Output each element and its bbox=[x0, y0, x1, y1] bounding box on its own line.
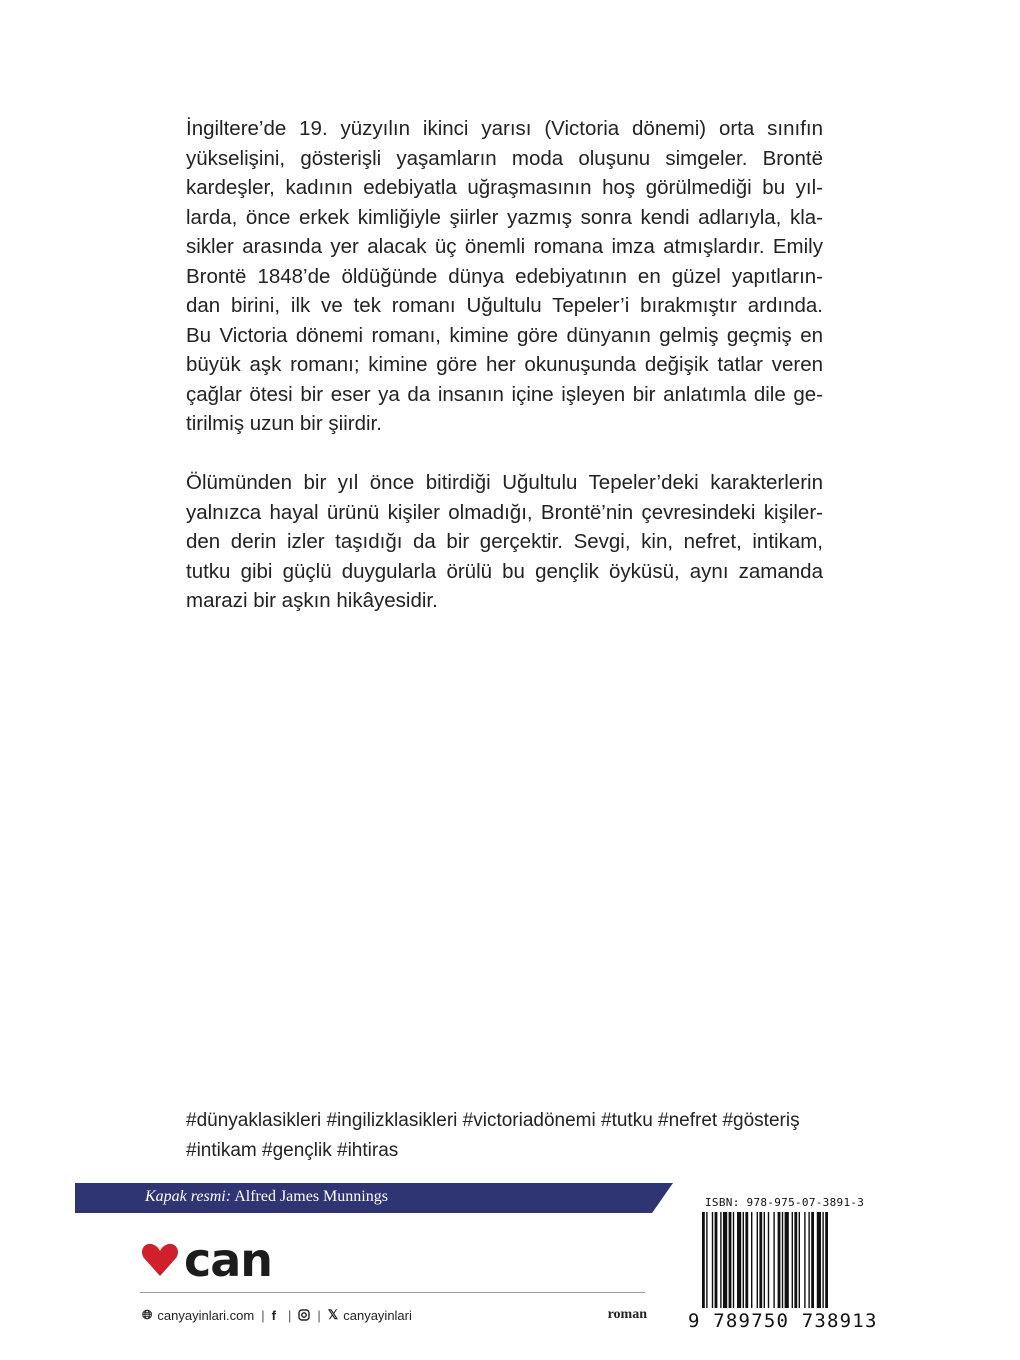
barcode-digits: 9 789750 738913 bbox=[688, 1310, 878, 1332]
barcode-bar bbox=[778, 1212, 781, 1308]
barcode-bar bbox=[794, 1212, 797, 1308]
blurb-line: Bu Victoria dönemi romanı, kimine göre dünyanın gelmiş geçmiş en bbox=[186, 323, 823, 347]
blurb-line: büyük aşk romanı; kimine göre her okunuşunda değişik tatlar veren bbox=[186, 353, 823, 376]
website-link[interactable]: canyayinlari.com bbox=[157, 1307, 255, 1323]
footer-divider bbox=[140, 1292, 645, 1293]
barcode-bar bbox=[773, 1212, 774, 1308]
x-icon[interactable]: 𝕏 bbox=[327, 1307, 339, 1322]
globe-icon: 🌐︎ bbox=[142, 1307, 153, 1322]
social-handle[interactable]: canyayinlari bbox=[343, 1307, 412, 1323]
barcode-bar bbox=[751, 1212, 752, 1308]
barcode-bar bbox=[804, 1212, 805, 1308]
blurb-line: Ölümünden bir yıl önce bitirdiği Uğultulu Tepeler’deki karakterlerin bbox=[186, 471, 823, 494]
barcode-bar bbox=[712, 1212, 713, 1308]
barcode-bar bbox=[808, 1212, 809, 1308]
divider: | bbox=[317, 1307, 321, 1323]
barcode-bar bbox=[811, 1212, 814, 1308]
barcode-bar bbox=[729, 1212, 732, 1308]
barcode bbox=[700, 1212, 872, 1312]
barcode-bar bbox=[768, 1212, 769, 1308]
blurb-paragraph-1 bbox=[186, 114, 823, 439]
barcode-bar bbox=[825, 1212, 828, 1308]
barcode-bar bbox=[743, 1212, 744, 1308]
blurb-line: tirilmiş uzun bir şiirdir. bbox=[186, 412, 382, 435]
logo-wordmark: can bbox=[184, 1233, 273, 1287]
facebook-icon[interactable]: f bbox=[271, 1307, 276, 1323]
barcode-bar bbox=[745, 1212, 748, 1308]
barcode-bar bbox=[702, 1212, 705, 1308]
isbn-label: ISBN: 978-975-07-3891-3 bbox=[705, 1196, 865, 1209]
heart-icon bbox=[140, 1240, 180, 1280]
hashtags-line-2: #intikam #gençlik #ihtiras bbox=[186, 1139, 399, 1161]
back-cover-blurb bbox=[186, 114, 823, 645]
blurb-line: yalnızca hayal ürünü kişiler olmadığı, Brontë’nin çevresindeki kişiler- bbox=[186, 500, 823, 524]
barcode-bar bbox=[757, 1212, 758, 1308]
blurb-line: larda, önce erkek kimliğiyle şiirler yazmış sonra kendi adlarıyla, kla- bbox=[186, 205, 823, 229]
barcode-bar bbox=[706, 1212, 707, 1308]
publisher-logo bbox=[140, 1233, 273, 1287]
divider: | bbox=[261, 1307, 265, 1323]
instagram-icon[interactable] bbox=[298, 1309, 310, 1321]
barcode-bar bbox=[764, 1212, 765, 1308]
category-label: roman bbox=[607, 1307, 647, 1322]
blurb-line: Brontë 1848’de öldüğünde dünya edebiyatının en güzel yapıtların- bbox=[186, 264, 823, 288]
divider: | bbox=[287, 1307, 292, 1323]
barcode-bar bbox=[733, 1212, 734, 1308]
cover-credit bbox=[145, 1188, 388, 1206]
barcode-bar bbox=[723, 1212, 727, 1308]
barcode-bar bbox=[720, 1212, 721, 1308]
barcode-bar bbox=[715, 1212, 718, 1308]
publisher-footer bbox=[142, 1305, 647, 1325]
blurb-line: çağlar ötesi bir eser ya da insanın içine işleyen bir anlatımla dile ge- bbox=[186, 382, 823, 406]
blurb-line: dan birini, ilk ve tek romanı Uğultulu Tepeler’i bırakmıştır ardında. bbox=[186, 294, 823, 317]
barcode-bar bbox=[785, 1212, 789, 1308]
blurb-line: marazi bir aşkın hikâyesidir. bbox=[186, 589, 438, 612]
cover-credit-name: Alfred James Munnings bbox=[234, 1188, 388, 1205]
blurb-line: yükselişini, gösterişli yaşamların moda oluşunu simgeler. Brontë bbox=[186, 146, 823, 170]
hashtags-line-1: #dünyaklasikleri #ingilizklasikleri #victoriadönemi #tutku #nefret #gösteriş bbox=[186, 1110, 800, 1131]
blurb-line: tutku gibi güçlü duygularla örülü bu gençlik öyküsü, aynı zamanda bbox=[186, 559, 823, 583]
cover-credit-label: Kapak resmi: bbox=[145, 1188, 232, 1205]
barcode-bar bbox=[737, 1212, 741, 1308]
barcode-bar bbox=[822, 1212, 823, 1308]
barcode-bar bbox=[759, 1212, 762, 1308]
barcode-bar bbox=[817, 1212, 821, 1308]
blurb-line: den derin izler taşıdığı da bir gerçektir. Sevgi, kin, nefret, intikam, bbox=[186, 530, 823, 553]
barcode-bar bbox=[782, 1212, 783, 1308]
barcode-bar bbox=[799, 1212, 800, 1308]
barcode-bar bbox=[792, 1212, 793, 1308]
blurb-line: sikler arasında yer alacak üç önemli romana imza atmışlardır. Emily bbox=[186, 235, 823, 258]
hashtags bbox=[186, 1106, 846, 1165]
blurb-paragraph-2 bbox=[186, 468, 823, 616]
blurb-line: kardeşler, kadının edebiyatla uğraşmasının hoş görülmediği bu yıl- bbox=[186, 176, 823, 199]
blurb-line: İngiltere’de 19. yüzyılın ikinci yarısı (Victoria dönemi) orta sınıfın bbox=[186, 117, 823, 140]
